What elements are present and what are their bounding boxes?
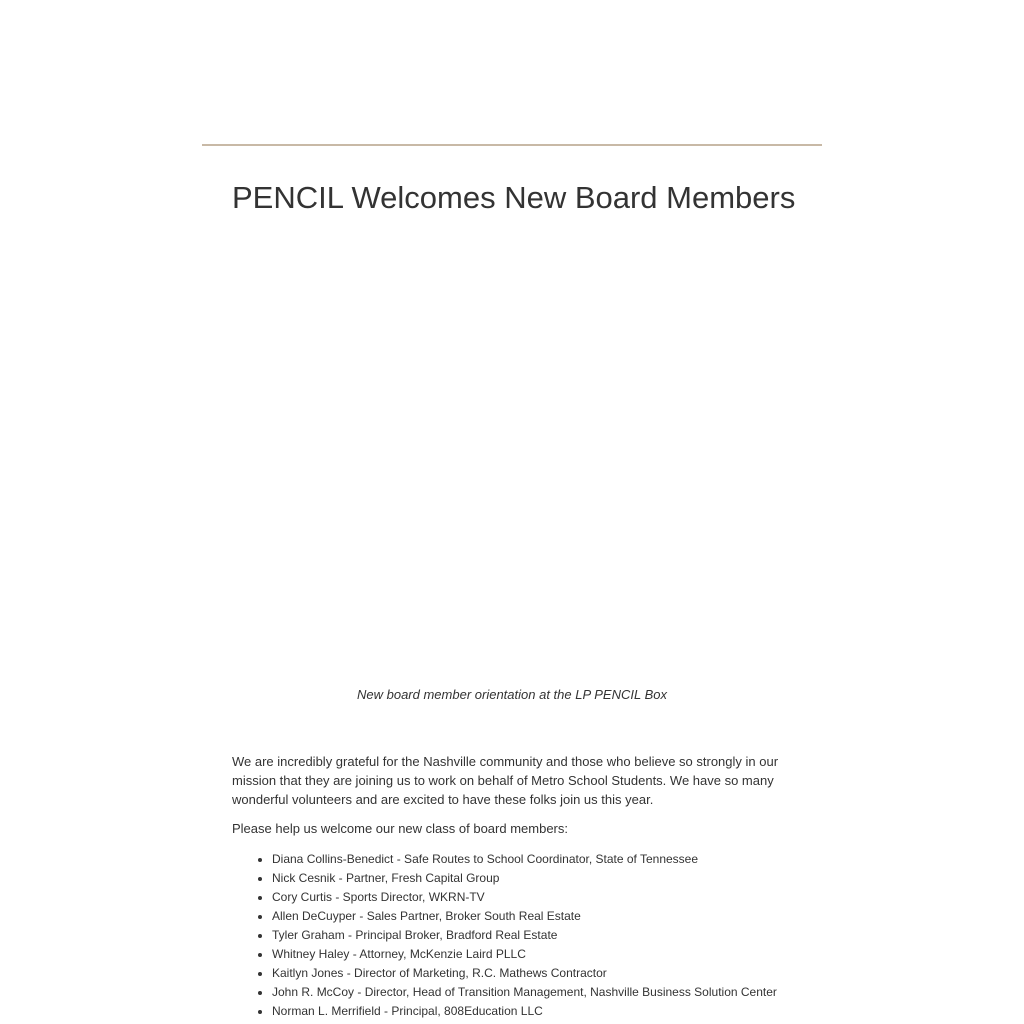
list-item: • Tyler Graham - Principal Broker, Bradford Real Estate [272,926,792,945]
article-photo [232,236,792,666]
list-item: • Allen DeCuyper - Sales Partner, Broker South Real Estate [272,907,792,926]
welcome-paragraph: Please help us welcome our new class of board members: [232,821,568,836]
header-divider [202,144,822,146]
list-item: • Whitney Haley - Attorney, McKenzie Laird PLLC [272,945,792,964]
list-item: • Norman L. Merrifield - Principal, 808Education LLC [272,1002,792,1021]
list-item: • John R. McCoy - Director, Head of Transition Management, Nashville Business Solution Center [272,983,792,1002]
article-body [232,752,792,1021]
board-member-list [232,850,792,1021]
list-item: • Nick Cesnik - Partner, Fresh Capital Group [272,869,792,888]
photo-caption: New board member orientation at the LP PENCIL Box [357,687,667,702]
page-title: PENCIL Welcomes New Board Members [232,180,796,215]
list-item: • Kaitlyn Jones - Director of Marketing, R.C. Mathews Contractor [272,964,792,983]
list-item: • Diana Collins-Benedict - Safe Routes to School Coordinator, State of Tennessee [272,850,792,869]
intro-paragraph: We are incredibly grateful for the Nashville community and those who believe so strongly in our mission that they are joining us to work on behalf of Metro School Students. We have so many wonderful volunteers and are excited to have these folks join us this year. [232,754,779,807]
list-item: • Cory Curtis - Sports Director, WKRN-TV [272,888,792,907]
